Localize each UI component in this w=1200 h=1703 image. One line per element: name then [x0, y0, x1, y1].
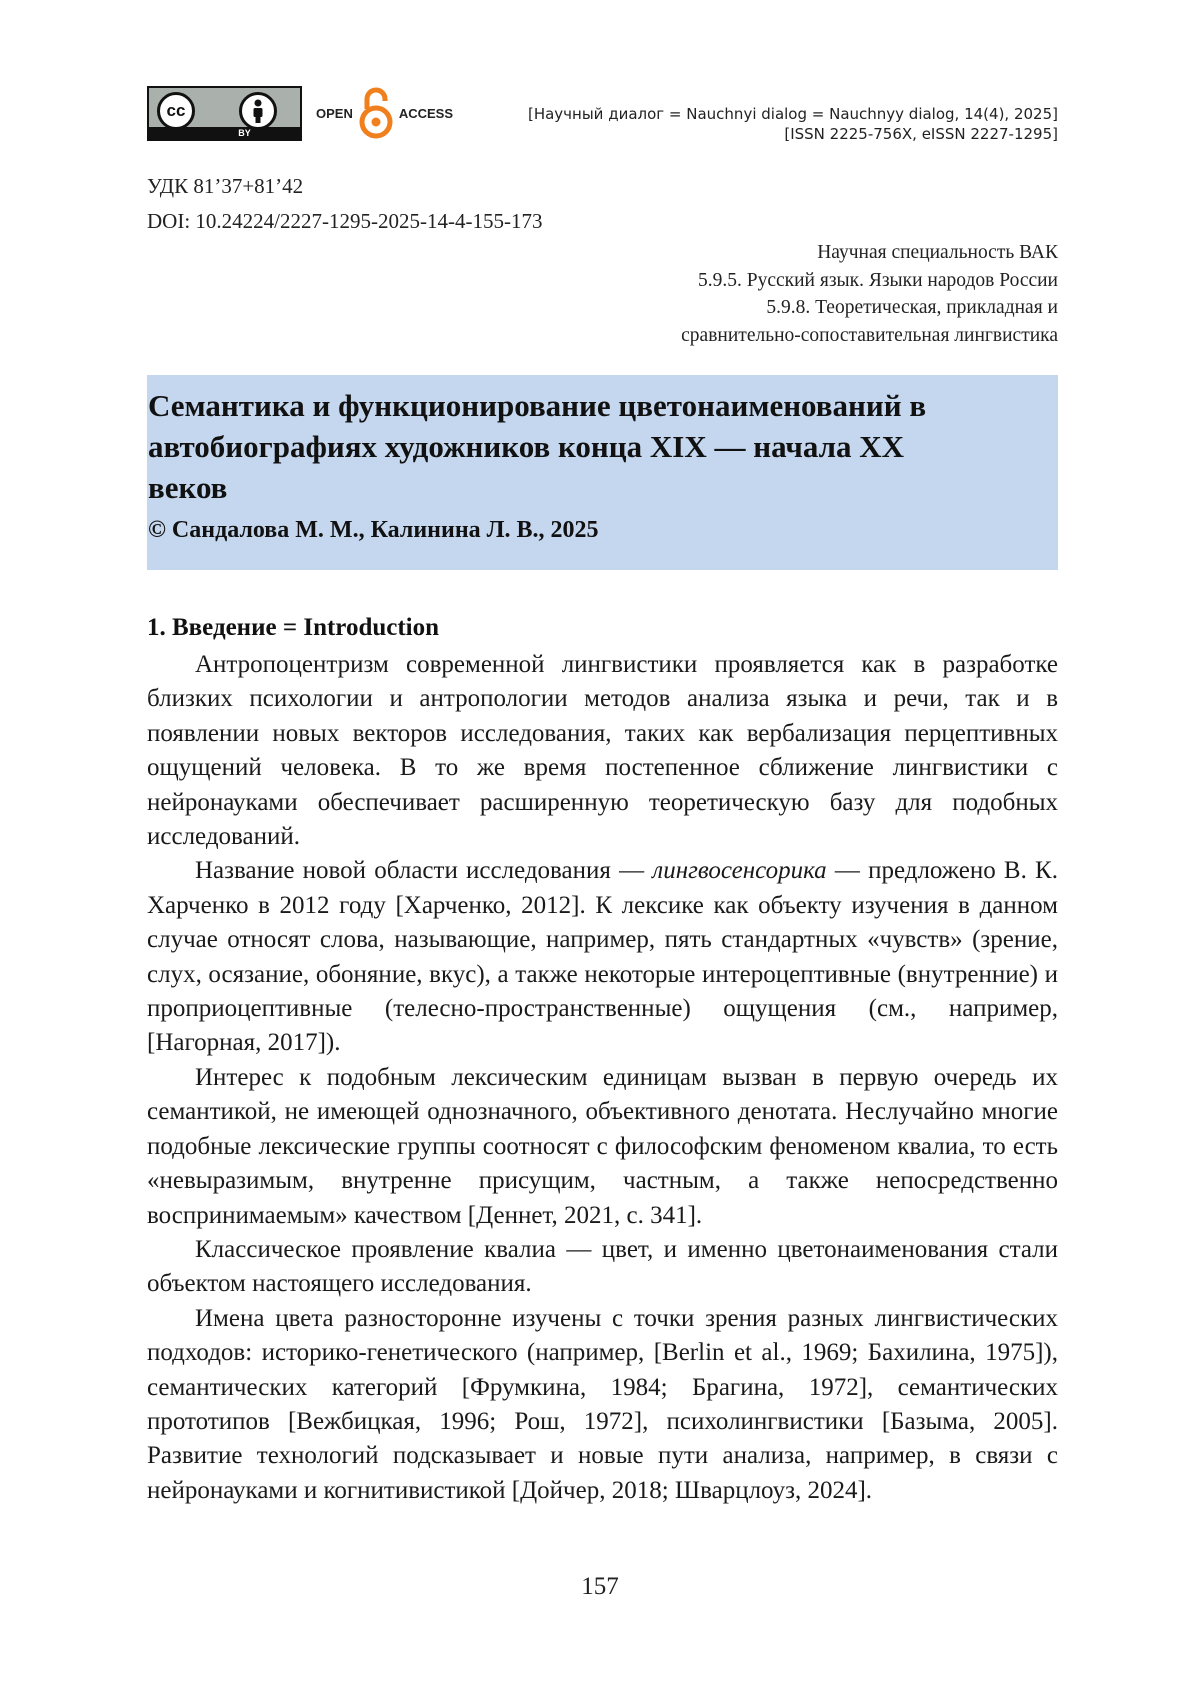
open-access-logo — [316, 86, 453, 140]
specialty-line-1: 5.9.5. Русский язык. Языки народов России — [681, 267, 1058, 295]
authors-copyright: © Сандалова М. М., Калинина Л. В., 2025 — [148, 517, 1058, 544]
paragraph-1: Антропоцентризм современной лингвистики проявляется как в разра­ботке близких психологии и антропологии методов анализа языка и речи, так и в появлении новых векторов исследования, таких как вербализация перцептивных ощущений человека. В то же время постепенное сближение лингвистики с нейронауками обеспечивает расширенную теоретическую базу для подобных исследований. — [147, 648, 1058, 854]
specialty-heading: Научная специальность ВАК — [681, 239, 1058, 267]
page-number: 157 — [0, 1573, 1200, 1601]
term-lingvosensorika: лингвосенсорика — [652, 857, 826, 884]
paragraph-2-end: — предло­жено В. К. Харченко в 2012 году [Харченко, 2012]. К лексике как объек­ту изучения в данном случае относят слова, называющие, например, пять стандартных «чувств» (зрение, слух, осязание, обоняние, вкус), а также некоторые интероцептивные (внутренние) и проприоцептивные (телесно-пространственные) ощущения (см., например, [Нагорная, 2017]). — [147, 857, 1058, 1056]
specialty-line-3: сравнительно-сопоставительная лингвистика — [681, 322, 1058, 350]
by-label: BY — [149, 127, 300, 139]
article-title: Семантика и функционирование цветонаименований в автобиографиях художников конца XIX — начала XX веков — [148, 385, 968, 508]
journal-line-2: [ISSN 2225-756X, eISSN 2227-1295] — [528, 124, 1058, 144]
journal-line-1: [Научный диалог = Nauchnyi dialog = Nauchnyy dialog, 14(4), 2025] — [528, 104, 1058, 124]
paragraph-2 — [147, 854, 1058, 1060]
paragraph-4: Классическое проявление квалиа — цвет, и именно цветонаименова­ния стали объектом настоящего исследования. — [147, 1233, 1058, 1302]
paragraph-3: Интерес к подобным лексическим единицам вызван в первую очередь их семантикой, не имеющей однозначного, объективного денотата. Неслу­чайно многие подобные лексические группы соотносят с философским фе­номеном квалиа, то есть «невыразимым, внутренне присущим, частным, а также непосредственно воспринимаемым» качеством [Деннет, 2021, с. 341]. — [147, 1061, 1058, 1233]
article-body — [147, 648, 1058, 1508]
journal-citation — [528, 104, 1058, 144]
section-heading: 1. Введение = Introduction — [147, 614, 439, 642]
specialty-line-2: 5.9.8. Теоретическая, прикладная и — [681, 294, 1058, 322]
open-access-lock-icon — [359, 87, 393, 139]
attribution-person-icon — [239, 92, 277, 130]
udk-code: УДК 81’37+81’42 — [147, 174, 303, 199]
open-label: OPEN — [316, 106, 353, 121]
paragraph-2-start: Название новой области исследования — — [195, 857, 652, 884]
paragraph-5: Имена цвета разносторонне изучены с точки зрения разных лингви­стических подходов: историко-генетического (например, [Berlin et al., 1969; Бахилина, 1975]), семантических категорий [Фрумкина, 1984; Браги­на, 1972], семантических прототипов [Вежбицкая, 1996; Рош, 1972], пси­холингвистики [Базыма, 2005]. Развитие технологий подсказывает и новые пути анализа, например, в связи с нейронауками и когнитивистикой [Дой­чер, 2018; Шварцлоуз, 2024]. — [147, 1302, 1058, 1508]
cc-by-license-badge — [147, 86, 302, 141]
access-label: ACCESS — [399, 106, 453, 121]
title-block — [147, 375, 1058, 570]
doi: DOI: 10.24224/2227-1295-2025-14-4-155-173 — [147, 209, 542, 234]
scientific-specialty — [681, 239, 1058, 349]
cc-icon: cc — [157, 92, 195, 130]
